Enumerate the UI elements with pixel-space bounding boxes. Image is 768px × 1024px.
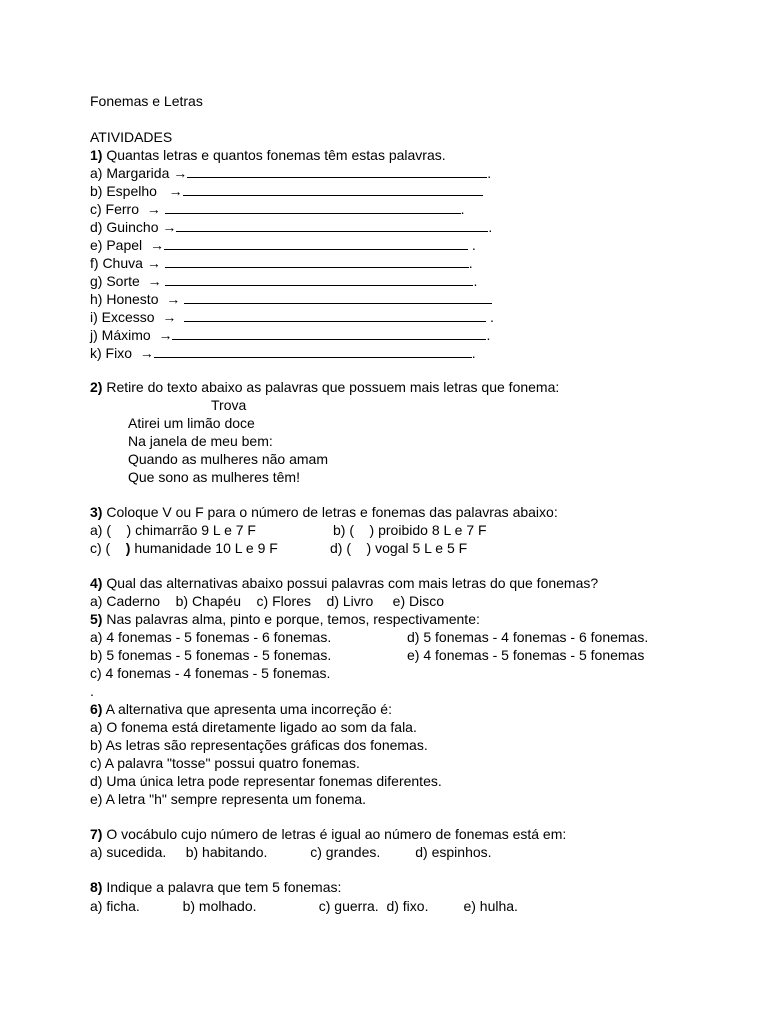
arrow-icon: → <box>173 165 188 181</box>
option-b: b) ( ) proibido 8 L e 7 F <box>333 522 487 538</box>
poem-line: Atirei um limão doce <box>128 415 255 431</box>
item-label: b) Espelho <box>90 183 157 199</box>
question-text: Quantas letras e quantos fonemas têm estas palavras. <box>106 147 446 163</box>
option-a: a) ( ) chimarrão 9 L e 7 F <box>90 522 256 538</box>
page-title: Fonemas e Letras <box>90 93 203 109</box>
arrow-icon: → <box>146 255 161 271</box>
option-text: ) <box>125 540 131 556</box>
poem-title: Trova <box>211 397 247 413</box>
answer-line-e: e) Papel → . <box>90 237 476 253</box>
option-b: b) As letras são representações gráficas dos fonemas. <box>90 737 428 753</box>
question-8 <box>90 879 341 896</box>
arrow-icon: → <box>146 201 161 217</box>
item-label: d) Guincho <box>90 219 159 235</box>
blank-line <box>184 291 492 304</box>
answer-line-c: c) Ferro → . <box>90 201 465 217</box>
item-label: f) Chuva <box>90 255 143 271</box>
question-text: A alternativa que apresenta uma incorreção é: <box>105 701 392 717</box>
answer-line-k: k) Fixo → . <box>90 345 476 361</box>
blank-line <box>165 201 461 214</box>
option-c: c) 4 fonemas - 4 fonemas - 5 fonemas. <box>90 665 331 681</box>
arrow-icon: → <box>166 291 181 307</box>
blank-line <box>176 219 488 232</box>
arrow-icon: → <box>139 345 154 361</box>
question-text: Indique a palavra que tem 5 fonemas: <box>106 879 342 895</box>
question-1 <box>90 147 446 164</box>
question-number: 3) <box>90 504 103 520</box>
question-7 <box>90 826 566 843</box>
options-row: a) Caderno b) Chapéu c) Flores d) Livro e) Disco <box>90 593 445 609</box>
item-label: c) Ferro <box>90 201 139 217</box>
arrow-icon: → <box>149 237 164 253</box>
option-a: a) O fonema está diretamente ligado ao som da fala. <box>90 719 417 735</box>
poem-line: Quando as mulheres não amam <box>128 451 328 467</box>
blank-line <box>165 273 473 286</box>
answer-line-d: d) Guincho → . <box>90 219 493 235</box>
item-label: j) Máximo <box>90 327 151 343</box>
question-number: 1) <box>90 147 103 163</box>
answer-line-g: g) Sorte → . <box>90 273 478 289</box>
item-label: a) Margarida <box>90 165 170 181</box>
options-row: a) sucedida. b) habitando. c) grandes. d) espinhos. <box>90 844 492 860</box>
arrow-icon: → <box>168 183 183 199</box>
question-4 <box>90 575 598 592</box>
option-e: e) 4 fonemas - 5 fonemas - 5 fonemas <box>407 647 645 663</box>
question-3 <box>90 504 558 521</box>
question-number: 4) <box>90 575 103 591</box>
answer-line-a: a) Margarida → . <box>90 165 492 181</box>
option-d: d) ( ) vogal 5 L e 5 F <box>330 540 468 556</box>
option-d: d) Uma única letra pode representar fonemas diferentes. <box>90 773 442 789</box>
question-number: 2) <box>90 379 103 395</box>
answer-line-i: i) Excesso → . <box>90 309 494 325</box>
question-text: Coloque V ou F para o número de letras e fonemas das palavras abaixo: <box>106 504 558 520</box>
item-label: e) Papel <box>90 237 143 253</box>
item-label: h) Honesto <box>90 291 159 307</box>
question-5 <box>90 611 480 628</box>
blank-line <box>165 255 469 268</box>
blank-line <box>187 165 487 178</box>
question-number: 8) <box>90 879 103 895</box>
blank-line <box>183 183 483 196</box>
answer-line-h <box>90 291 492 308</box>
question-6 <box>90 701 392 718</box>
blank-line <box>164 237 468 250</box>
poem-line: Na janela de meu bem: <box>128 433 273 449</box>
option-e: e) A letra "h" sempre representa um fonema. <box>90 791 367 807</box>
option-d: d) 5 fonemas - 4 fonemas - 6 fonemas. <box>407 629 649 645</box>
question-number: 5) <box>90 611 103 627</box>
answer-line-f: f) Chuva → . <box>90 255 473 271</box>
question-text: Retire do texto abaixo as palavras que possuem mais letras que fonema: <box>106 379 560 395</box>
section-heading: ATIVIDADES <box>90 129 173 145</box>
blank-line <box>154 345 472 358</box>
question-2 <box>90 379 559 396</box>
item-label: k) Fixo <box>90 345 132 361</box>
answer-line-j: j) Máximo → . <box>90 327 491 343</box>
answer-line-b <box>90 183 483 200</box>
option-text: humanidade 10 L e 9 F <box>130 540 278 556</box>
option-a: a) 4 fonemas - 5 fonemas - 6 fonemas. <box>90 629 332 645</box>
option-text: c) ( <box>90 540 126 556</box>
arrow-icon: → <box>158 327 173 343</box>
arrow-icon: → <box>147 273 162 289</box>
item-label: g) Sorte <box>90 273 140 289</box>
question-text: O vocábulo cujo número de letras é igual ao número de fonemas está em: <box>106 826 567 842</box>
option-c <box>90 540 278 557</box>
poem-line: Que sono as mulheres têm! <box>128 469 300 485</box>
arrow-icon: → <box>162 309 177 325</box>
blank-line <box>172 327 486 340</box>
question-number: 7) <box>90 826 103 842</box>
blank-line <box>184 309 486 322</box>
question-text: Nas palavras alma, pinto e porque, temos, respectivamente: <box>106 611 480 627</box>
question-number: 6) <box>90 701 103 717</box>
question-text: Qual das alternativas abaixo possui palavras com mais letras do que fonemas? <box>106 575 599 591</box>
stray-dot: . <box>90 683 94 699</box>
options-row: a) ficha. b) molhado. c) guerra. d) fixo. e) hulha. <box>90 898 518 914</box>
item-label: i) Excesso <box>90 309 155 325</box>
arrow-icon: → <box>162 219 177 235</box>
option-b: b) 5 fonemas - 5 fonemas - 5 fonemas. <box>90 647 332 663</box>
option-c: c) A palavra "tosse" possui quatro fonemas. <box>90 755 360 771</box>
